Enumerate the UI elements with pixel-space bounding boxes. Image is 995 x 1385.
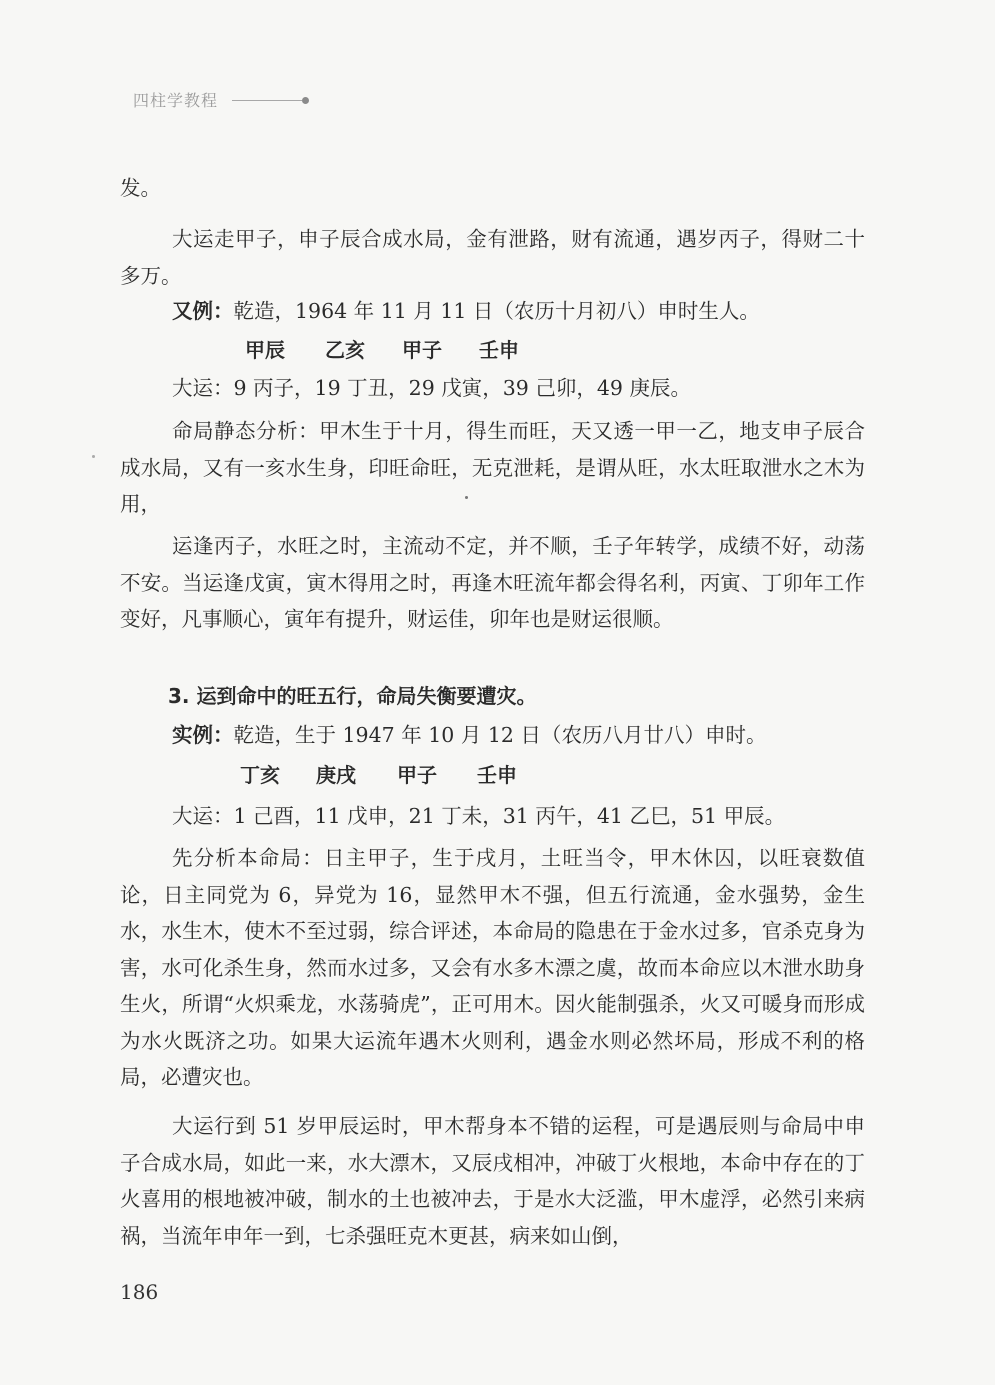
page-number: 186 bbox=[120, 1280, 159, 1304]
example-text: 乾造，1964 年 11 月 11 日（农历十月初八）申时生人。 bbox=[233, 299, 760, 323]
scan-speck bbox=[465, 496, 468, 499]
pillar-year: 甲辰 bbox=[245, 338, 285, 362]
running-header bbox=[133, 88, 309, 111]
pillar-month: 乙亥 bbox=[325, 338, 365, 362]
pillar-day: 甲子 bbox=[402, 338, 442, 362]
yun-bingzi-paragraph bbox=[120, 528, 865, 638]
analysis-paragraph-1947 bbox=[120, 840, 865, 1096]
example-text: 乾造，生于 1947 年 10 月 12 日（农历八月廿八）申时。 bbox=[233, 723, 767, 747]
section-3-title: 3. 运到命中的旺五行，命局失衡要遭灾。 bbox=[168, 684, 537, 708]
paragraph-dayun-jiazi bbox=[120, 221, 865, 294]
scan-speck bbox=[92, 455, 95, 458]
header-dot bbox=[302, 97, 309, 104]
paragraph-text: 大运：9 丙子，19 丁丑，29 戊寅，39 己卯，49 庚辰。 bbox=[172, 376, 691, 400]
paragraph-text: 发。 bbox=[120, 176, 161, 200]
running-title: 四柱学教程 bbox=[133, 91, 219, 110]
paragraph-text: 大运行到 51 岁甲辰运时，甲木帮身本不错的运程，可是遇辰则与命局中申子合成水局，如此一来，水大漂木，又辰戌相冲，冲破丁火根地，本命中存在的丁火喜用的根地被冲破，制水的土也被冲去，于是水大泛滥，甲木虚浮，必然引来病祸，当流年申年一到，七杀强旺克木更甚，病来如山倒， bbox=[120, 1114, 865, 1248]
pillar-day: 甲子 bbox=[397, 763, 437, 787]
example-label: 实例： bbox=[172, 723, 234, 747]
paragraph-text: 先分析本命局：日主甲子，生于戌月，土旺当令，甲木休囚，以旺衰数值论，日主同党为 6，异党为 16，显然甲木不强，但五行流通，金水强势，金生水，水生木，使木不至过弱，综合评述，本命局的隐患在于金水过多，官杀克身为害，水可化杀生身，然而水过多，又会有水多木漂之虞，故而本命应以木泄水助身生火，所谓“火炽乘龙，水荡骑虎”，正可用木。因火能制强杀，火又可暖身而形成为水火既济之功。如果大运流年遇木火则利，遇金水则必然坏局，形成不利的格局，必遭灾也。 bbox=[120, 846, 865, 1089]
four-pillars-1947 bbox=[240, 759, 517, 788]
pillar-month: 庚戌 bbox=[316, 763, 356, 787]
pillar-hour: 壬申 bbox=[477, 763, 517, 787]
example-heading-1964 bbox=[120, 293, 865, 330]
header-rule bbox=[232, 100, 302, 101]
dayun-51-paragraph bbox=[120, 1108, 865, 1254]
pillar-hour: 壬申 bbox=[479, 338, 519, 362]
paragraph-text: 大运走甲子，申子辰合成水局，金有泄路，财有流通，遇岁丙子，得财二十多万。 bbox=[120, 227, 865, 288]
paragraph-continuation bbox=[120, 170, 865, 207]
dayun-list-1947 bbox=[120, 798, 865, 835]
example-heading-1947 bbox=[120, 717, 865, 754]
paragraph-text: 命局静态分析：甲木生于十月，得生而旺，天又透一甲一乙，地支申子辰合成水局，又有一亥水生身，印旺命旺，无克泄耗，是谓从旺，水太旺取泄水之木为用， bbox=[120, 419, 865, 516]
dayun-list-1964 bbox=[120, 370, 865, 407]
paragraph-text: 运逢丙子，水旺之时，主流动不定，并不顺，壬子年转学，成绩不好，动荡不安。当运逢戊寅，寅木得用之时，再逢木旺流年都会得名利，丙寅、丁卯年工作变好，凡事顺心，寅年有提升，财运佳，卯年也是财运很顺。 bbox=[120, 534, 865, 631]
paragraph-text: 大运：1 己酉，11 戊申，21 丁未，31 丙午，41 乙巳，51 甲辰。 bbox=[172, 804, 786, 828]
static-analysis-paragraph bbox=[120, 413, 865, 523]
pillar-year: 丁亥 bbox=[240, 763, 280, 787]
example-label: 又例： bbox=[172, 299, 234, 323]
four-pillars-1964 bbox=[245, 334, 519, 363]
